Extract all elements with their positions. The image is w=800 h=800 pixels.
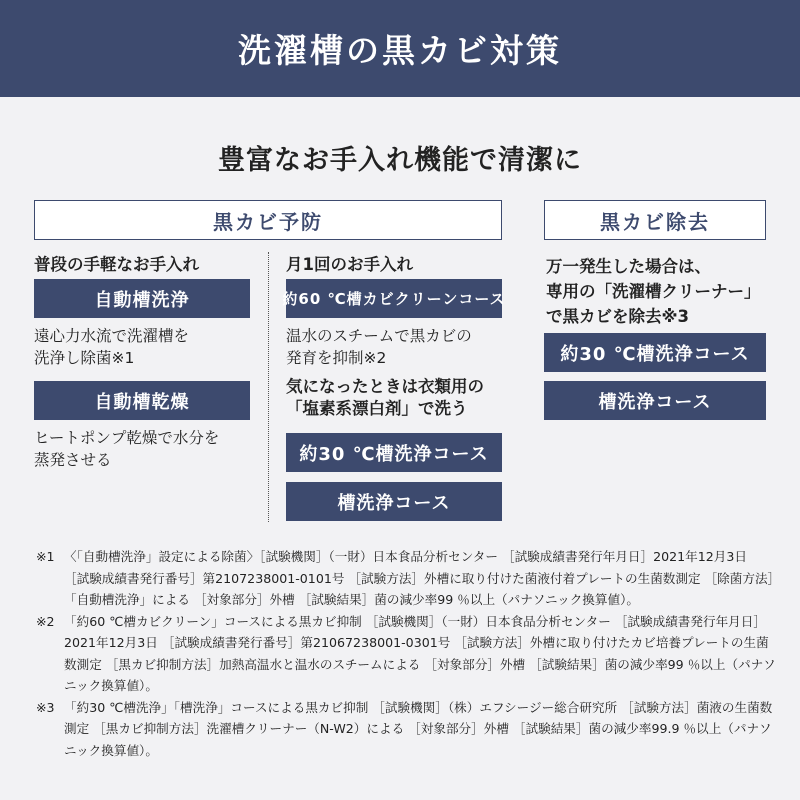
removal-heading: 黒カビ除去 [544, 200, 766, 240]
auto-tub-wash-label: 自動槽洗浄 [34, 279, 250, 318]
footnote-mark: ※2 [36, 613, 55, 629]
footnote [36, 611, 776, 697]
footnote-mark: ※3 [36, 699, 55, 715]
auto-tub-dry-desc [34, 427, 219, 471]
auto-tub-dry-label: 自動槽乾燥 [34, 381, 250, 420]
desc-line: 洗浄し除菌※1 [34, 349, 135, 367]
note-line: 気になったときは衣類用の [286, 377, 484, 396]
wash-30-course-label: 約30 ℃槽洗浄コース [286, 433, 502, 472]
desc-line: で黒カビを除去※3 [546, 307, 690, 326]
footnote-mark: ※1 [36, 549, 55, 564]
desc-line: ヒートポンプ乾燥で水分を [34, 429, 220, 447]
footnote [36, 546, 776, 611]
page-header [0, 0, 800, 97]
removal-tub-wash-course-label: 槽洗浄コース [544, 381, 766, 420]
note-line: 「塩素系漂白剤」で洗う [286, 399, 468, 418]
removal-wash-30-course-label: 約30 ℃槽洗浄コース [544, 333, 766, 372]
desc-line: 専用の「洗濯槽クリーナー」 [546, 282, 761, 301]
removal-desc [546, 254, 761, 329]
footnote [36, 697, 776, 762]
col1-title: 普段の手軽なお手入れ [34, 255, 199, 274]
bleach-note [286, 376, 484, 420]
footnote-text: 「約30 ℃槽洗浄」「槽洗浄」コースによる黒カビ抑制 ［試験機関］（株）エフシージー総合研究所 ［試験方法］菌液の生菌数測定 ［黒カビ抑制方法］洗濯槽クリーナー（N-W2）による ［対象部分］外槽 ［試験結果］菌の減少率99.9 ％以上（パナソニック換算値）。 [64, 699, 773, 758]
tub-wash-course-label: 槽洗浄コース [286, 482, 502, 521]
subtitle: 豊富なお手入れ機能で清潔に [218, 145, 582, 176]
auto-tub-wash-desc [34, 325, 189, 369]
desc-line: 遠心力水流で洗濯槽を [34, 327, 190, 345]
col2-title: 月1回のお手入れ [286, 255, 413, 274]
footnotes [36, 546, 776, 761]
column-divider [268, 252, 269, 522]
desc-line: 万一発生した場合は、 [546, 257, 711, 276]
desc-line: 温水のスチームで黒カビの [286, 327, 472, 345]
footnote-text: 「約60 ℃槽カビクリーン」コースによる黒カビ抑制 ［試験機関］（一財）日本食品分析センター ［試験成績書発行年月日］2021年12月3日 ［試験成績書発行番号］第21067238001-0301号 ［試験方法］外槽に取り付けたカビ培養プレートの生菌数測定 ［黒カビ抑制方法］加熱高温水と温水のスチームによる ［対象部分］外槽 ［試験結果］菌の減少率99 ％以上（パナソニック換算値）。 [64, 613, 776, 693]
clean-60-course-label: 約60 ℃槽カビクリーンコース [286, 279, 502, 318]
desc-line: 発育を抑制※2 [286, 349, 387, 367]
footnote-text: 〈「自動槽洗浄」設定による除菌〉［試験機関］（一財）日本食品分析センター ［試験成績書発行年月日］2021年12月3日 ［試験成績書発行番号］第2107238001-0101号 ［試験方法］外槽に取り付けた菌液付着プレートの生菌数測定 ［除菌方法］「自動槽洗浄」による ［対象部分］外槽 ［試験結果］菌の減少率99 ％以上（パナソニック換算値）。 [64, 549, 774, 607]
page-title: 洗濯槽の黒カビ対策 [238, 31, 562, 70]
desc-line: 蒸発させる [34, 451, 112, 469]
prevention-heading: 黒カビ予防 [34, 200, 502, 240]
clean-60-course-desc [286, 325, 472, 369]
